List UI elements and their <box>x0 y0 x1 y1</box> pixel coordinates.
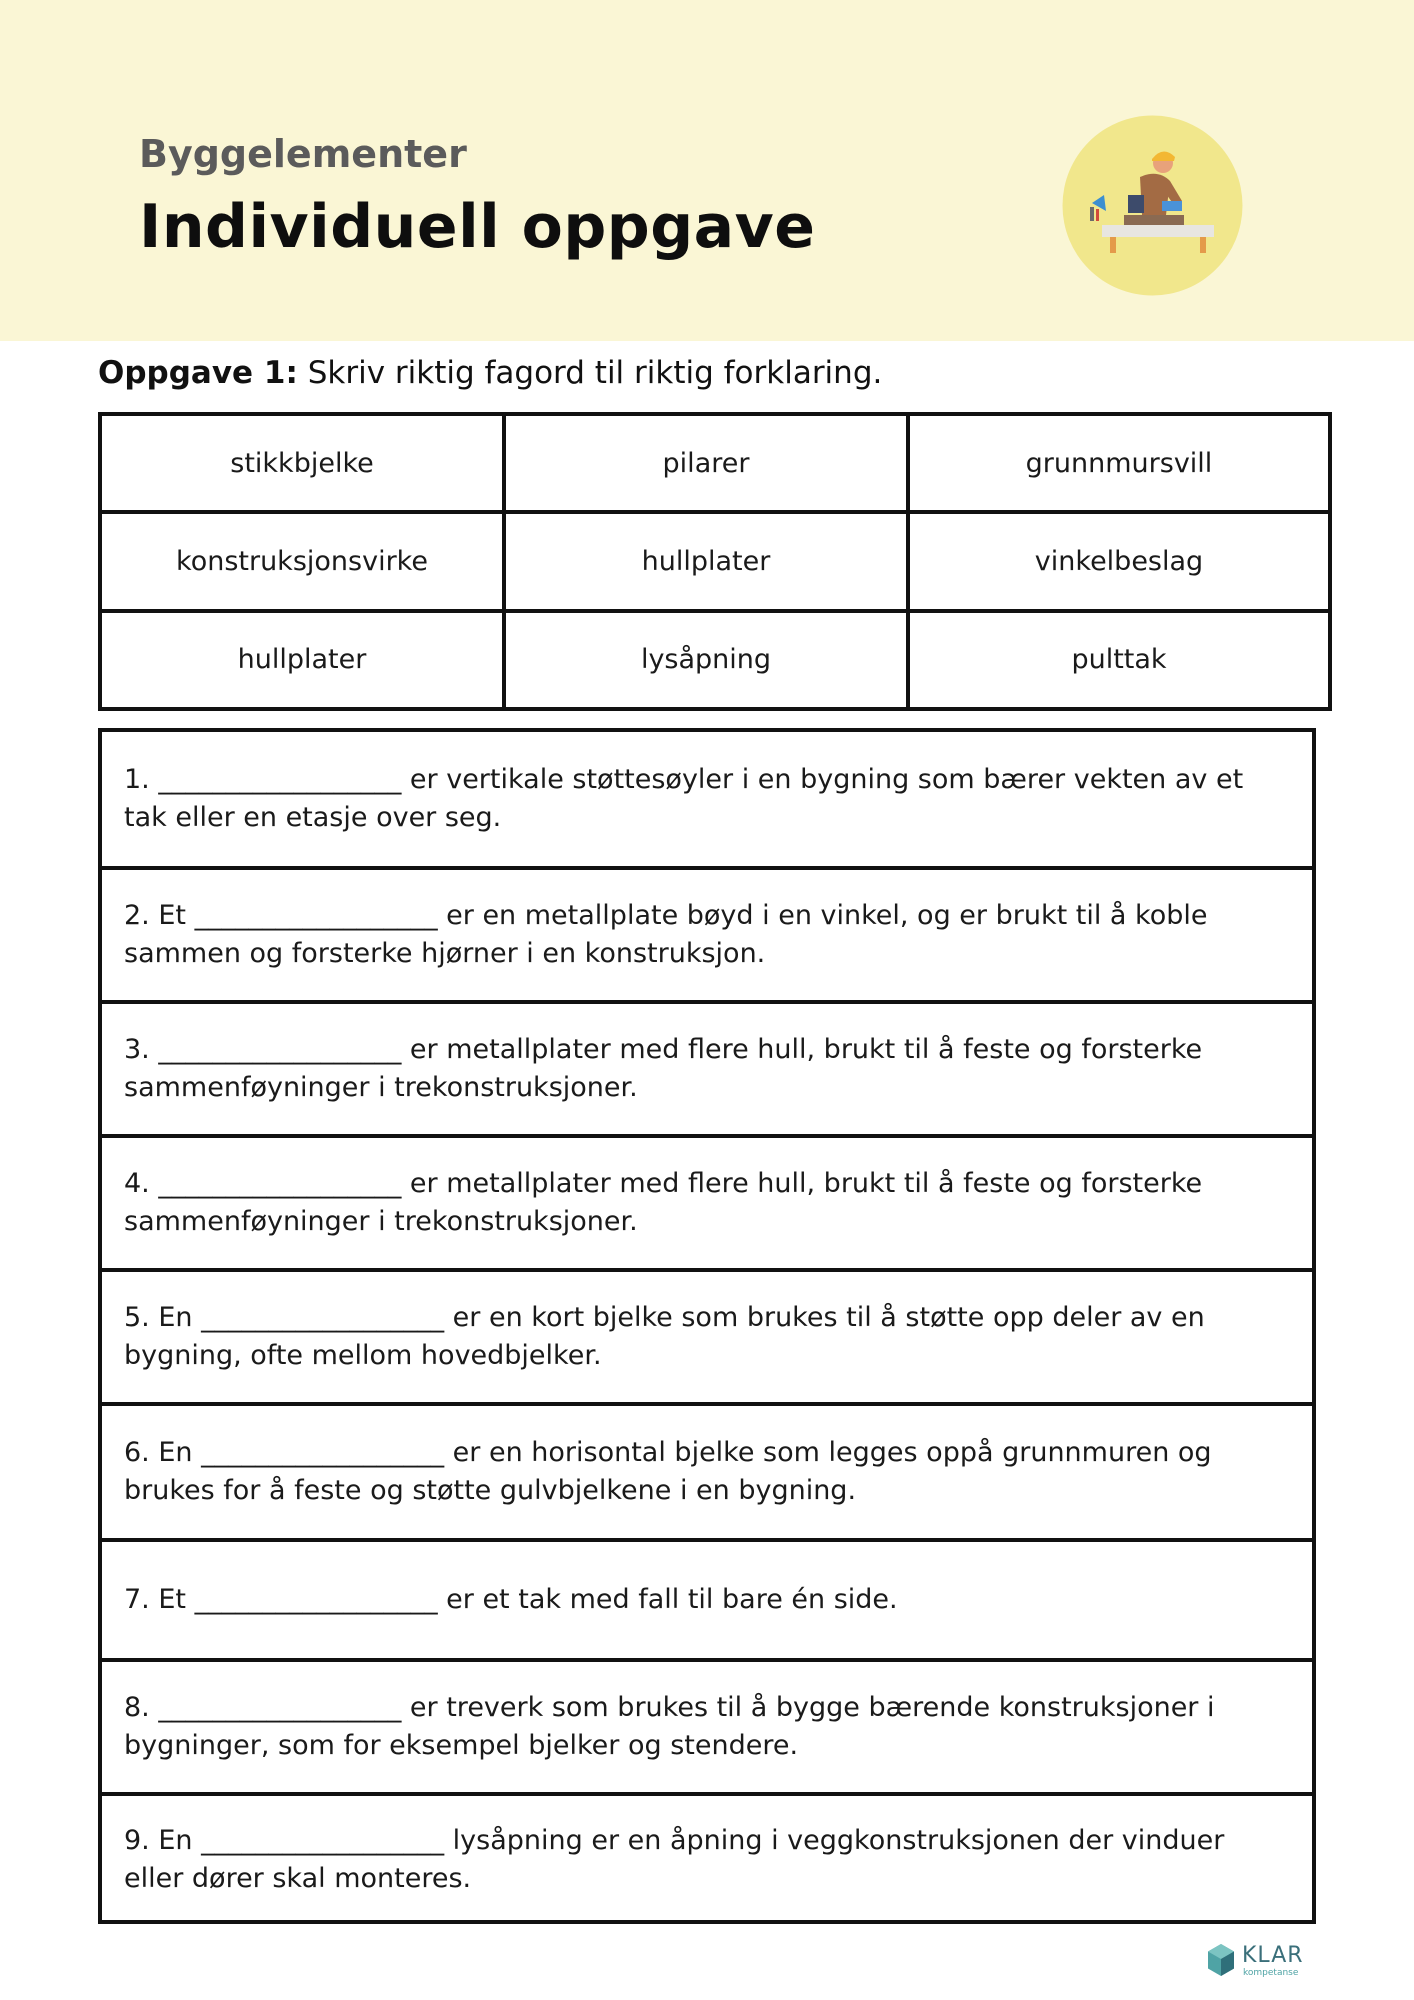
word-bank-cell: stikkbjelke <box>100 414 504 512</box>
question-text: 7. Et __________________ er et tak med fall til bare én side. <box>124 1584 898 1615</box>
question-row <box>102 1402 1312 1538</box>
question-text: 3. __________________ er metallplater med flere hull, brukt til å feste og forsterke sammenføyninger i trekonstruksjoner. <box>124 1034 1203 1103</box>
word-bank-cell: vinkelbeslag <box>908 512 1330 610</box>
word-bank-cell: hullplater <box>100 611 504 709</box>
question-row <box>102 1792 1312 1924</box>
word-bank-cell: lysåpning <box>504 611 908 709</box>
word-bank-table <box>98 412 1332 711</box>
question-text: 8. __________________ er treverk som brukes til å bygge bærende konstruksjoner i bygninger, som for eksempel bjelker og stendere. <box>124 1692 1215 1761</box>
question-text: 6. En __________________ er en horisontal bjelke som legges oppå grunnmuren og brukes for å feste og støtte gulvbjelkene i en bygning. <box>124 1437 1212 1506</box>
word-bank-row <box>100 611 1330 709</box>
question-text: 1. __________________ er vertikale støttesøyler i en bygning som bærer vekten av et tak eller en etasje over seg. <box>124 764 1244 833</box>
word-bank-cell: hullplater <box>504 512 908 610</box>
question-text: 9. En __________________ lysåpning er en åpning i veggkonstruksjonen der vinduer eller dører skal monteres. <box>124 1825 1225 1894</box>
question-row <box>102 1000 1312 1134</box>
question-text: 2. Et __________________ er en metallplate bøyd i en vinkel, og er brukt til å koble sammen og forsterke hjørner i en konstruksjon. <box>124 900 1208 969</box>
page-title: Individuell oppgave <box>139 192 816 262</box>
word-bank-row <box>100 512 1330 610</box>
question-text: 4. __________________ er metallplater med flere hull, brukt til å feste og forsterke sammenføyninger i trekonstruksjoner. <box>124 1168 1203 1237</box>
word-bank-cell: grunnmursvill <box>908 414 1330 512</box>
klar-logo-icon <box>1206 1943 1236 1977</box>
question-row <box>102 732 1312 866</box>
logo-tagline: kompetanse <box>1243 1968 1299 1978</box>
question-row <box>102 866 1312 1000</box>
word-bank-row <box>100 414 1330 512</box>
carpenter-illustration <box>1062 115 1243 296</box>
word-bank-cell: pilarer <box>504 414 908 512</box>
klar-logo <box>1206 1943 1304 1979</box>
question-row <box>102 1268 1312 1402</box>
question-row <box>102 1658 1312 1792</box>
question-row <box>102 1134 1312 1268</box>
word-bank-cell: konstruksjonsvirke <box>100 512 504 610</box>
question-row <box>102 1538 1312 1658</box>
question-text: 5. En __________________ er en kort bjelke som brukes til å støtte opp deler av en bygning, ofte mellom hovedbjelker. <box>124 1302 1205 1371</box>
page-subtitle: Byggelementer <box>139 132 467 176</box>
question-list <box>98 728 1316 1924</box>
logo-name: KLAR <box>1242 1943 1304 1968</box>
task-label: Oppgave 1: <box>98 355 298 391</box>
task-instruction: Skriv riktig fagord til riktig forklaring. <box>307 355 883 391</box>
task-heading <box>98 355 882 391</box>
word-bank-cell: pulttak <box>908 611 1330 709</box>
